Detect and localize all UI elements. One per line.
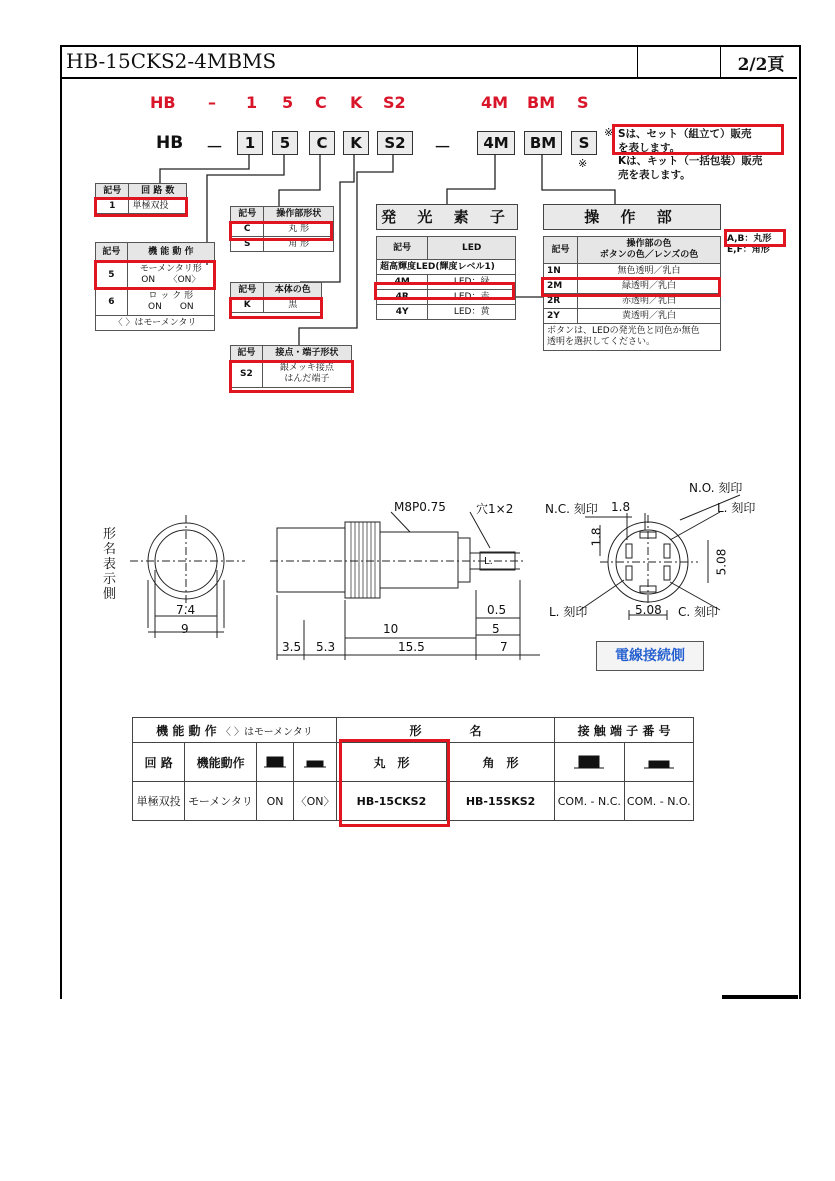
col-header: 記号 (231, 283, 264, 298)
dim-value: 5.08 (635, 603, 662, 617)
terminal-l-label: L. (484, 556, 493, 567)
code-cell: S (231, 237, 264, 252)
footer-rule (722, 995, 798, 999)
value-cell: LED：緑 (428, 275, 516, 290)
value-cell: LED：黄 (428, 305, 516, 320)
table-cell: HB-15CKS2 (336, 782, 446, 821)
set-note: Sは、セット（組立て）販売 を表します。 (618, 128, 752, 154)
button-down-icon (294, 743, 337, 782)
l-mark-label: L. 刻印 (717, 501, 756, 515)
value-cell: 黒 (264, 298, 322, 313)
table-cell: モーメンタリ (185, 782, 257, 821)
shape-side-note: A,B：丸形 E,F：角形 (727, 234, 772, 255)
button-up-icon (256, 743, 293, 782)
table-note: 〈 〉はモーメンタリ (96, 316, 215, 331)
red-model-bm: BM (527, 93, 556, 112)
highlight-box (94, 197, 188, 217)
code-cell: 4M (377, 275, 428, 290)
highlight-box (339, 739, 450, 827)
red-model-k: K (350, 93, 363, 112)
value-cell: LED：赤 (428, 290, 516, 305)
col-header: 接点・端子形状 (262, 346, 351, 361)
red-model-5: 5 (282, 93, 294, 112)
col-header: 記号 (96, 243, 128, 262)
operation-section-title: 操 作 部 (543, 204, 721, 230)
document-title: HB-15CKS2-4MBMS (66, 49, 277, 73)
col-header: 操作部形状 (264, 207, 334, 222)
value-cell: 赤透明／乳白 (577, 294, 720, 309)
model-box-s: S (571, 131, 597, 155)
dim-value: 1.8 (589, 527, 604, 547)
dim-value: 10 (383, 622, 399, 636)
kit-note: Kは、キット（一括包装）販売 売を表します。 (618, 155, 763, 181)
model-box-bm: BM (524, 131, 562, 155)
code-cell: 4Y (377, 305, 428, 320)
col-header: 記号 (544, 237, 578, 264)
dim-value: 3.5 (282, 640, 302, 654)
table-cell: COM. - N.O. (624, 782, 693, 821)
dim-value: 7 (500, 640, 508, 654)
model-box-5: 5 (272, 131, 298, 155)
model-box-4m: 4M (477, 131, 515, 155)
col-header: 丸 形 (336, 743, 446, 782)
code-cell: 1 (96, 199, 129, 214)
side-label: 形 名 表 示 側 (103, 527, 117, 602)
led-sub-header: 超高輝度LED(輝度レベル1) (377, 260, 516, 275)
asterisk-mark: ※ (578, 157, 588, 170)
red-model-hb: HB (150, 93, 176, 112)
asterisk-mark: ※ (604, 126, 614, 139)
code-cell: K (231, 298, 264, 313)
red-model-1: 1 (246, 93, 258, 112)
model-box-s2: S2 (377, 131, 413, 155)
value-cell: 黄透明／乳白 (577, 309, 720, 324)
highlight-box (229, 297, 323, 319)
code-cell: 6 (96, 289, 128, 316)
table-cell: HB-15SKS2 (446, 782, 554, 821)
red-model-s: S (577, 93, 589, 112)
dim-value: 9 (181, 622, 189, 636)
value-cell: 銀メッキ接点 はんだ端子 (262, 361, 351, 388)
page-number: 2/2頁 (737, 55, 785, 75)
col-header: 回 路 数 (129, 184, 187, 199)
col-header: 記号 (96, 184, 129, 199)
table-cell: ON (256, 782, 293, 821)
model-box-1: 1 (237, 131, 263, 155)
code-cell: 1N (544, 264, 578, 279)
table-note: ボタンは、LEDの発光色と同色か無色 透明を選択してください。 (544, 324, 721, 351)
highlight-box (541, 277, 721, 297)
table-cell: 単極双投 (133, 782, 185, 821)
nc-mark-label: N.C. 刻印 (545, 502, 598, 516)
highlight-box (229, 360, 354, 393)
col-header: 角 形 (446, 743, 554, 782)
wiring-side-badge: 電線接続側 (596, 641, 704, 671)
code-cell: 2R (544, 294, 578, 309)
red-model-dash: – (208, 93, 216, 112)
col-header: 操作部の色 ボタンの色／レンズの色 (577, 237, 720, 264)
red-model-4m: 4M (481, 93, 509, 112)
code-cell: 2M (544, 279, 578, 294)
button-up-icon (555, 743, 624, 782)
button-down-icon (624, 743, 693, 782)
code-cell: C (231, 222, 264, 237)
col-header: 機能動作 (185, 743, 257, 782)
dim-value: 5.3 (316, 640, 336, 654)
highlight-box (374, 282, 515, 300)
thread-label: M8P0.75 (394, 500, 446, 514)
col-header: 形 名 (336, 718, 554, 743)
l-mark-label: L. 刻印 (549, 605, 588, 619)
dim-value: 5.08 (714, 548, 729, 576)
model-dash: － (434, 138, 451, 158)
dim-value: 7.4 (176, 603, 196, 617)
value-cell: 角 形 (264, 237, 334, 252)
highlight-box (229, 221, 333, 241)
no-mark-label: N.O. 刻印 (689, 481, 743, 495)
col-header: 本体の色 (264, 283, 322, 298)
code-cell: 4R (377, 290, 428, 305)
value-cell: 緑透明／乳白 (577, 279, 720, 294)
value-cell: 無色透明／乳白 (577, 264, 720, 279)
dim-value: 15.5 (398, 640, 425, 654)
table-cell: COM. - N.C. (555, 782, 624, 821)
code-cell: S2 (231, 361, 263, 388)
col-header: 記号 (231, 207, 264, 222)
model-box-c: C (309, 131, 335, 155)
value-cell: ロ ッ ク 形 ON ON (127, 289, 214, 316)
highlight-box (724, 229, 786, 247)
dim-value: 0.5 (487, 603, 507, 617)
led-table (376, 236, 516, 320)
hole-label: 穴1×2 (476, 502, 514, 516)
col-header: 回 路 (133, 743, 185, 782)
red-model-s2: S2 (383, 93, 406, 112)
c-mark-label: C. 刻印 (678, 605, 719, 619)
model-hb: HB (156, 133, 184, 153)
col-header: 記号 (377, 237, 428, 260)
col-header: 機 能 動 作 (127, 243, 214, 262)
table-cell: 〈ON〉 (294, 782, 337, 821)
value-cell: モーメンタリ形 ON 〈ON〉 (127, 262, 214, 289)
col-header: 記号 (231, 346, 263, 361)
highlight-box (94, 260, 216, 290)
red-model-c: C (315, 93, 327, 112)
col-header: 機 能 動 作 〈 〉はモーメンタリ (133, 718, 337, 743)
led-section-title: 発 光 素 子 (376, 204, 518, 230)
code-cell: 5 (96, 262, 128, 289)
value-cell: 単極双投 (129, 199, 187, 214)
value-cell: 丸 形 (264, 222, 334, 237)
col-header: 接 触 端 子 番 号 (555, 718, 694, 743)
code-cell: 2Y (544, 309, 578, 324)
model-dash: － (206, 138, 223, 158)
dim-value: 1.8 (611, 500, 631, 514)
col-header: LED (428, 237, 516, 260)
model-box-k: K (343, 131, 369, 155)
dim-value: 5 (492, 622, 500, 636)
